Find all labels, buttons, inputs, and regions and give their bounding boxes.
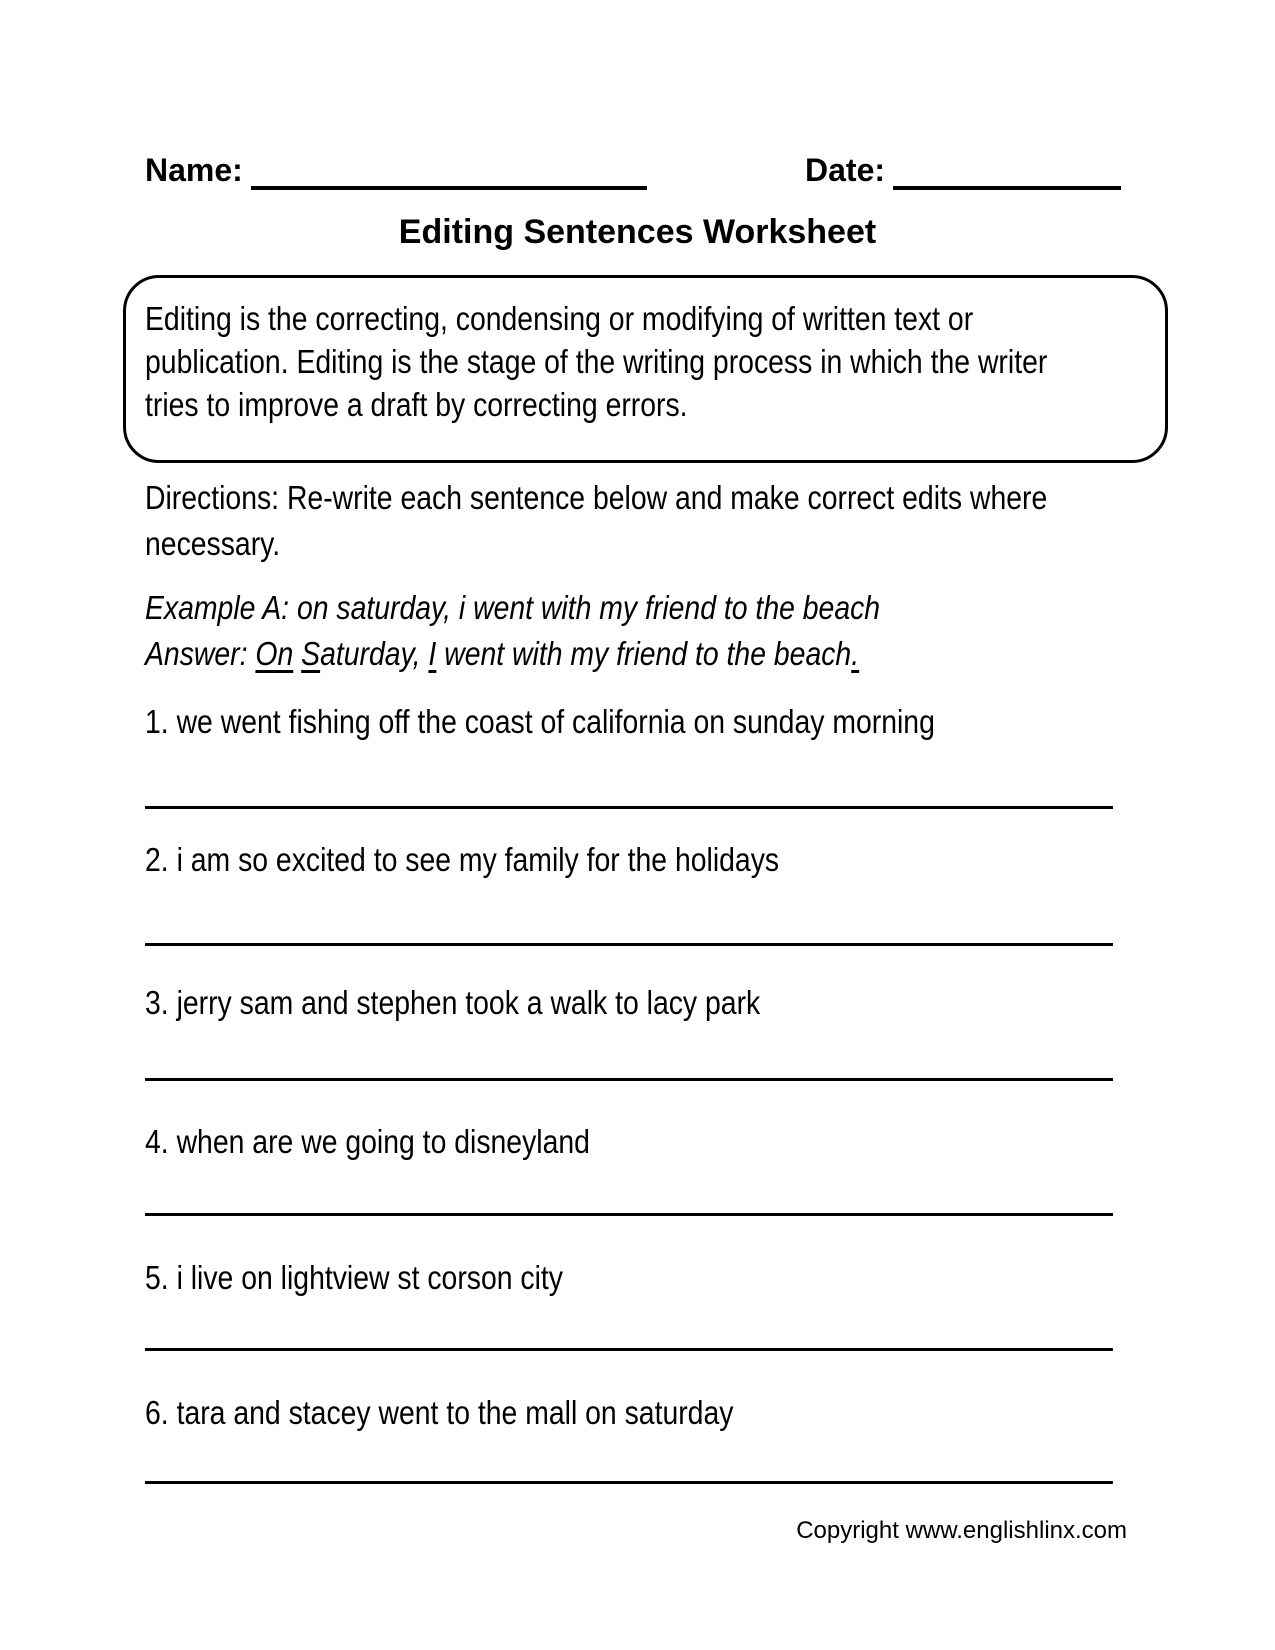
sentence-item-5 bbox=[145, 1258, 631, 1298]
sentence-text: 2. i am so excited to see my family for the holidays bbox=[145, 841, 780, 878]
sentence-text: 1. we went fishing off the coast of california on sunday morning bbox=[145, 703, 935, 740]
answer-blank-line-2 bbox=[145, 943, 1113, 946]
date-blank-line bbox=[893, 152, 1121, 190]
example-block bbox=[145, 585, 1000, 677]
date-field-group bbox=[805, 150, 1121, 190]
sentence-item-2 bbox=[145, 840, 882, 880]
name-blank-line bbox=[251, 152, 647, 190]
directions-line-1: Directions: Re-write each sentence below and make correct edits where bbox=[145, 479, 1048, 516]
name-field-group bbox=[145, 150, 647, 190]
definition-line-3: tries to improve a draft by correcting errors. bbox=[145, 386, 688, 423]
sentence-text: 6. tara and stacey went to the mall on saturday bbox=[145, 1394, 734, 1431]
sentence-text: 4. when are we going to disneyland bbox=[145, 1123, 590, 1160]
copyright-text: Copyright www.englishlinx.com bbox=[796, 1517, 1127, 1544]
answer-blank-line-1 bbox=[145, 806, 1113, 809]
answer-blank-line-4 bbox=[145, 1213, 1113, 1216]
definition-line-1: Editing is the correcting, condensing or modifying of written text or bbox=[145, 300, 974, 337]
answer-blank-line-6 bbox=[145, 1481, 1113, 1484]
answer-blank-line-5 bbox=[145, 1348, 1113, 1351]
sentence-text: 5. i live on lightview st corson city bbox=[145, 1259, 564, 1296]
directions-text bbox=[145, 475, 1194, 567]
directions-line-2: necessary. bbox=[145, 525, 281, 562]
page-title: Editing Sentences Worksheet bbox=[398, 213, 877, 251]
answer-blank-line-3 bbox=[145, 1078, 1113, 1081]
example-answer: Answer: On Saturday, I went with my friend to the beach. bbox=[145, 635, 860, 672]
header-row bbox=[0, 150, 1275, 200]
sentence-item-6 bbox=[145, 1393, 829, 1433]
date-label: Date: bbox=[805, 152, 886, 188]
sentence-text: 3. jerry sam and stephen took a walk to lacy park bbox=[145, 984, 761, 1021]
sentence-item-4 bbox=[145, 1122, 662, 1162]
name-label: Name: bbox=[145, 152, 243, 188]
sentence-item-3 bbox=[145, 983, 860, 1023]
definition-box bbox=[123, 275, 1168, 463]
example-prompt: Example A: on saturday, i went with my friend to the beach bbox=[145, 589, 881, 626]
definition-line-2: publication. Editing is the stage of the writing process in which the writer bbox=[145, 343, 1048, 380]
sentence-item-1 bbox=[145, 702, 1063, 742]
